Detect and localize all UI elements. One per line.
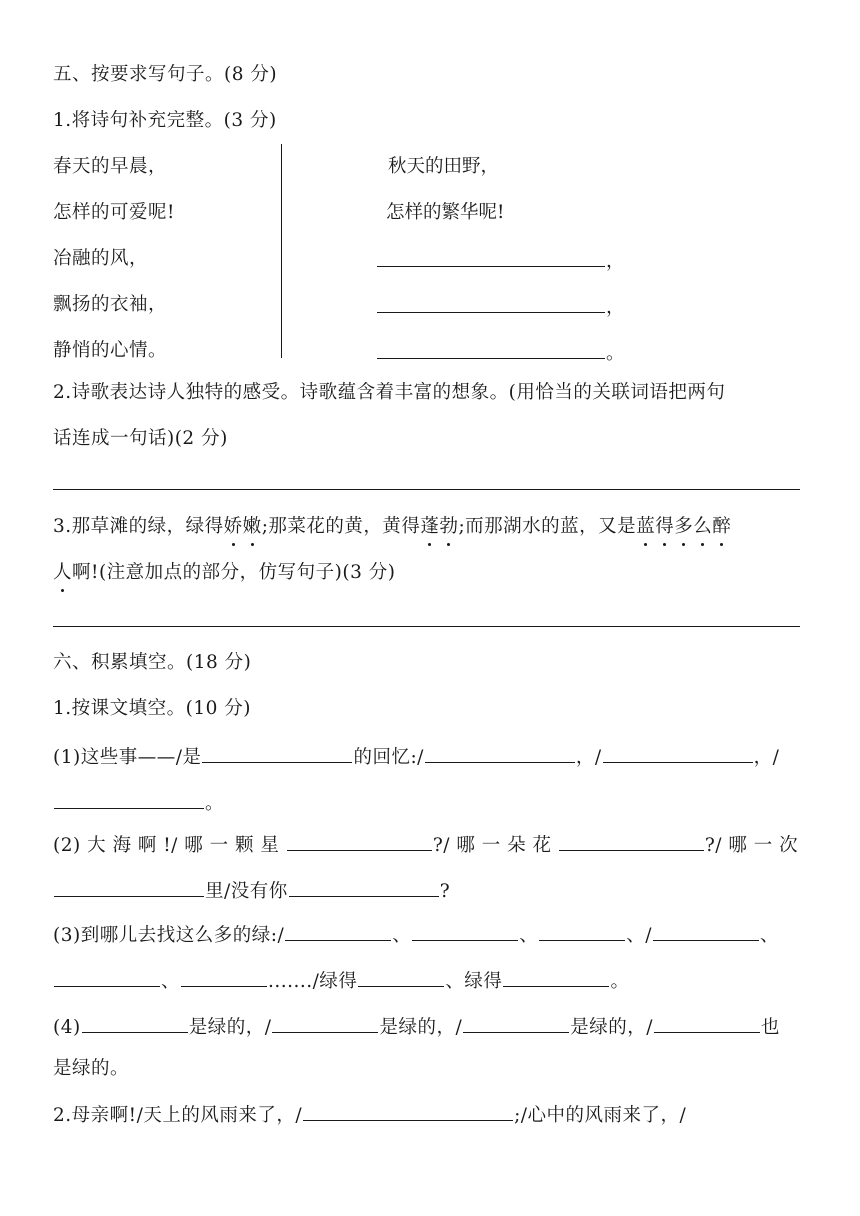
text: 里/没有你 — [205, 881, 288, 902]
section5-heading: 五、按要求写句子。(8 分) — [53, 64, 278, 85]
fill-blank[interactable] — [82, 1012, 188, 1033]
text: 、/ — [626, 925, 652, 946]
poem-left-line-2: 怎样的可爱呢! — [53, 202, 175, 223]
item3-line-2 — [53, 966, 629, 995]
dotted-word — [420, 516, 458, 537]
item1-line-1 — [53, 742, 779, 771]
text: ?/ 哪 一 朵 花 — [432, 835, 552, 856]
fill-blank[interactable] — [358, 966, 444, 987]
fill-blank[interactable] — [285, 920, 391, 941]
text: ......./绿得 — [268, 971, 358, 992]
poem-left-line-3: 冶融的风， — [53, 248, 149, 269]
q1-title: 1.将诗句补充完整。(3 分) — [53, 110, 277, 131]
fill-blank[interactable] — [289, 876, 439, 897]
poem-right-line-2: 怎样的繁华呢! — [386, 202, 505, 223]
text: (1)这些事——/是 — [53, 747, 202, 768]
q3-text: 3.那草滩的绿，绿得 — [53, 516, 224, 537]
fill-blank[interactable] — [503, 966, 609, 987]
fill-blank[interactable] — [412, 920, 518, 941]
q3-text: ;而那湖水的蓝，又是 — [458, 516, 637, 537]
fill-blank[interactable] — [54, 876, 204, 897]
fill-blank[interactable] — [181, 966, 267, 987]
item2-line-1 — [53, 830, 798, 859]
fill-blank[interactable] — [54, 966, 160, 987]
item3-line-1 — [53, 920, 779, 949]
q3-line-1 — [53, 514, 731, 540]
text: ? — [439, 881, 451, 902]
item4-line-1 — [53, 1012, 780, 1041]
text: ，/ — [575, 747, 602, 768]
poem-blank-row-2 — [376, 292, 625, 321]
fill-blank[interactable] — [54, 788, 204, 809]
emphasis-char: 多 — [674, 514, 693, 540]
q3-text: 啊!(注意加点的部分，仿写句子)(3 分) — [72, 562, 396, 583]
fill-blank[interactable] — [303, 1100, 513, 1121]
item4-line-2: 是绿的。 — [53, 1058, 130, 1079]
emphasis-char: 蓬 — [420, 514, 439, 540]
fill-blank[interactable] — [654, 1012, 760, 1033]
text: (2) 大 海 啊 !/ 哪 一 颗 星 — [53, 835, 280, 856]
dotted-word — [636, 516, 731, 537]
text: ，/ — [753, 747, 780, 768]
comma: ， — [606, 297, 625, 318]
item2-line-2 — [53, 876, 450, 905]
text: 、绿得 — [445, 971, 503, 992]
text: 也 — [760, 1017, 780, 1038]
fill-blank[interactable] — [539, 920, 625, 941]
emphasis-char: 人 — [53, 560, 72, 586]
text: 、 — [392, 925, 412, 946]
fill-blank[interactable] — [272, 1012, 378, 1033]
column-divider — [281, 144, 282, 358]
poem-left-line-5: 静悄的心情。 — [53, 340, 168, 361]
emphasis-char: 勃 — [439, 514, 458, 540]
period: 。 — [606, 343, 625, 364]
text: 、 — [519, 925, 539, 946]
text: 。 — [205, 793, 225, 814]
poem-blank-1[interactable] — [377, 246, 605, 267]
fill-blank[interactable] — [425, 742, 575, 763]
emphasis-char: 蓝 — [636, 514, 655, 540]
fill-blank[interactable] — [559, 830, 704, 851]
q2-line-2: 话连成一句话)(2 分) — [53, 428, 228, 449]
q2-answer-line[interactable] — [53, 489, 800, 490]
text: ;/心中的风雨来了，/ — [514, 1105, 687, 1126]
text: 、 — [759, 925, 779, 946]
fill-blank[interactable] — [603, 742, 753, 763]
text: 、 — [161, 971, 181, 992]
comma: ， — [606, 251, 625, 272]
text: 。 — [610, 971, 630, 992]
q2-line-1: 2.诗歌表达诗人独特的感受。诗歌蕴含着丰富的想象。(用恰当的关联词语把两句 — [53, 382, 726, 403]
dotted-word — [224, 516, 262, 537]
poem-left-line-1: 春天的早晨， — [53, 156, 168, 177]
poem-blank-2[interactable] — [377, 292, 605, 313]
poem-blank-3[interactable] — [377, 338, 605, 359]
text: 的回忆:/ — [353, 747, 424, 768]
text: 是绿的，/ — [379, 1017, 463, 1038]
text: ?/ 哪 一 次 — [704, 835, 799, 856]
text: (3)到哪儿去找这么多的绿:/ — [53, 925, 285, 946]
text: (4) — [53, 1017, 81, 1038]
q3-line-2 — [53, 560, 395, 586]
emphasis-char: 醉 — [712, 514, 731, 540]
poem-right-line-1: 秋天的田野， — [388, 156, 500, 177]
item1-line-2 — [53, 788, 224, 817]
poem-blank-row-1 — [376, 246, 625, 275]
fill-blank[interactable] — [463, 1012, 569, 1033]
text: 是绿的，/ — [570, 1017, 653, 1038]
fill-blank[interactable] — [653, 920, 759, 941]
emphasis-char: 嫩 — [243, 514, 262, 540]
section6-heading: 六、积累填空。(18 分) — [53, 652, 252, 673]
q3-answer-line[interactable] — [53, 626, 800, 627]
emphasis-char: 娇 — [224, 514, 243, 540]
poem-left-line-4: 飘扬的衣袖， — [53, 294, 168, 315]
poem-blank-row-3 — [376, 338, 625, 367]
text: 是绿的，/ — [188, 1017, 272, 1038]
q3-text: ;那菜花的黄，黄得 — [261, 516, 421, 537]
s6-q1-title: 1.按课文填空。(10 分) — [53, 698, 252, 719]
dotted-word — [53, 562, 72, 583]
emphasis-char: 得 — [655, 514, 674, 540]
fill-blank[interactable] — [287, 830, 432, 851]
fill-blank[interactable] — [202, 742, 352, 763]
s6-q2-line — [53, 1100, 686, 1129]
text: 2.母亲啊!/天上的风雨来了，/ — [53, 1105, 303, 1126]
emphasis-char: 么 — [693, 514, 712, 540]
